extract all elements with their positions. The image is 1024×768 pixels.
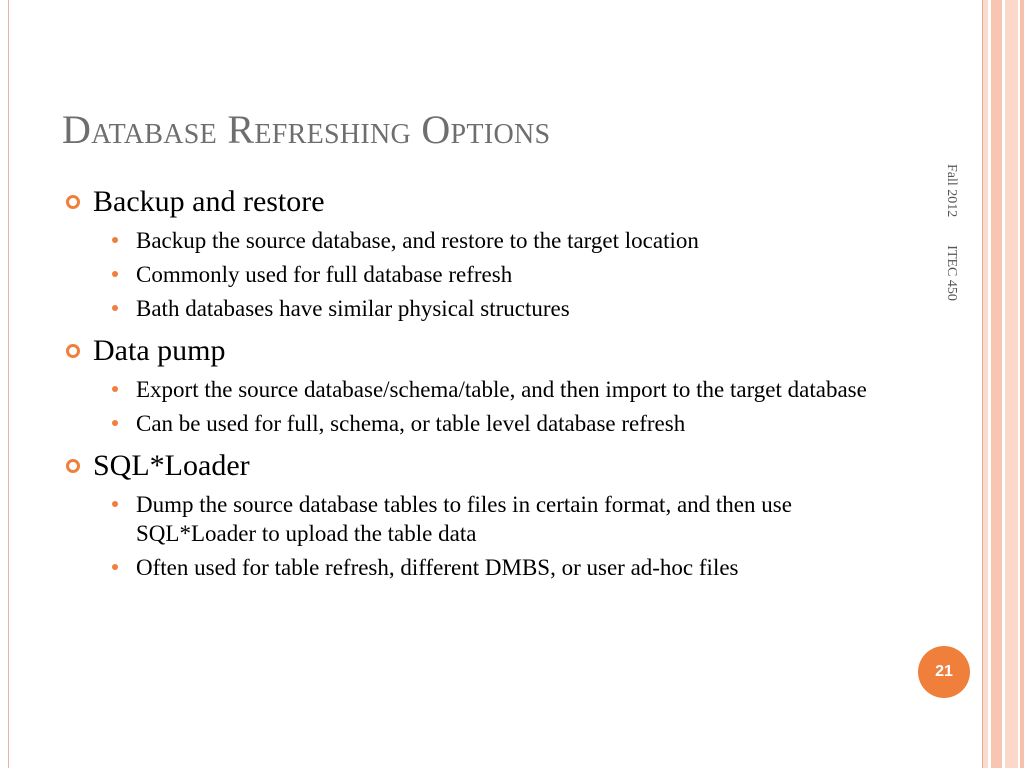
footer-vertical-text [943,164,959,301]
ring-bullet-icon [66,195,80,209]
bullet-data-pump [66,333,876,369]
decorative-stripes [978,0,1024,768]
sub-bullet [66,490,876,548]
dot-bullet-icon [112,564,118,570]
slide-title: Database Refreshing Options [62,107,551,152]
bullet-sql-loader [66,448,876,484]
sub-bullet [66,260,876,289]
footer-course: ITEC 450 [944,245,959,301]
dot-bullet-icon [112,386,118,392]
bullet-text: Backup and restore [93,185,325,218]
sub-bullet-text: Dump the source database tables to files in certain format, and then use SQL*Loader to upload the table data [136,492,792,546]
sub-bullet-text: Can be used for full, schema, or table level database refresh [136,411,686,436]
dot-bullet-icon [112,420,118,426]
sub-bullet [66,553,876,582]
page-number-badge [918,646,970,698]
sub-bullet-list [66,490,876,582]
bullet-text: Data pump [93,334,226,367]
sub-bullet-text: Backup the source database, and restore to the target location [136,228,699,253]
sub-bullet-text: Commonly used for full database refresh [136,262,513,287]
left-frame-line [8,0,9,768]
sub-bullet-list [66,375,876,438]
sub-bullet [66,375,876,404]
sub-bullet [66,226,876,255]
dot-bullet-icon [112,501,118,507]
footer-term: Fall 2012 [944,164,959,218]
sub-bullet-text: Often used for table refresh, different DMBS, or user ad-hoc files [136,555,739,580]
sub-bullet [66,294,876,323]
dot-bullet-icon [112,305,118,311]
ring-bullet-icon [66,344,80,358]
sub-bullet-list [66,226,876,323]
dot-bullet-icon [112,237,118,243]
bullet-text: SQL*Loader [93,449,250,482]
sub-bullet [66,409,876,438]
bullet-backup-restore [66,184,876,220]
bullet-content [66,184,876,592]
ring-bullet-icon [66,459,80,473]
sub-bullet-text: Bath databases have similar physical structures [136,296,570,321]
page-number: 21 [935,663,953,680]
sub-bullet-text: Export the source database/schema/table, and then import to the target database [136,377,867,402]
dot-bullet-icon [112,271,118,277]
